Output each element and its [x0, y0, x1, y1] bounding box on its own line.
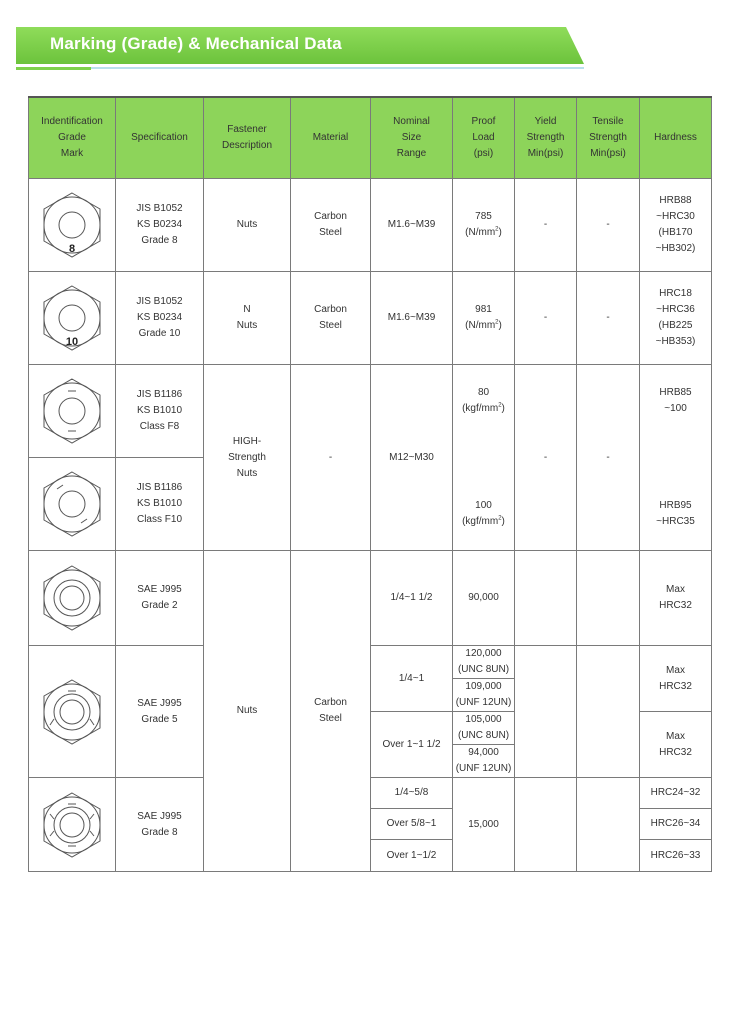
tensile-strength-cell [577, 551, 640, 646]
size-range-cell: M1.6~M39 [371, 272, 453, 365]
tensile-strength-cell: - [577, 272, 640, 365]
description-cell: N Nuts [204, 272, 291, 365]
header-specification: Specification [116, 97, 204, 179]
description-cell: HIGH- Strength Nuts [204, 365, 291, 551]
yield-strength-cell [515, 551, 577, 646]
tensile-strength-cell [577, 778, 640, 872]
proof-load-cell: 981 $(N/mm^2)$ [453, 272, 515, 365]
table-row [29, 272, 712, 365]
yield-strength-cell: - [515, 272, 577, 365]
material-cell: Carbon Steel [291, 179, 371, 272]
tensile-strength-cell: - [577, 365, 640, 551]
proof-load-cell: 105,000 (UNC 8UN) 94,000 (UNF 12UN) [453, 712, 515, 778]
divider-accent [16, 67, 91, 70]
hardness-cell: HRB88 ~HRC30 (HB170 ~HB302) [640, 179, 712, 272]
hardness-cell: Max HRC32 [640, 551, 712, 646]
specification-cell: SAE J995 Grade 2 [116, 551, 204, 646]
yield-strength-cell [515, 778, 577, 872]
size-range-cell: M1.6~M39 [371, 179, 453, 272]
size-range-cell: 1/4~1 1/2 [371, 551, 453, 646]
tensile-strength-cell [577, 646, 640, 778]
hex-nut-f10-icon [37, 469, 107, 539]
grade-mark-cell [29, 551, 116, 646]
header-material: Material [291, 97, 371, 179]
proof-load-cell: 785 $(N/mm^2)$ [453, 179, 515, 272]
hardness-cell: HRC26~34 [640, 809, 712, 840]
header-row [29, 97, 712, 179]
grade-mark-cell [29, 778, 116, 872]
hex-nut-10-icon [37, 283, 107, 353]
hardness-cell: HRC18 ~HRC36 (HB225 ~HB353) [640, 272, 712, 365]
specification-cell: JIS B1052 KS B0234 Grade 10 [116, 272, 204, 365]
mechanical-data-table [28, 96, 712, 872]
proof-load-cell: 100 $(kgf/mm^2)$ [453, 458, 515, 551]
hex-nut-8-icon [37, 190, 107, 260]
title-banner [16, 27, 584, 64]
size-range-cell: 1/4~5/8 [371, 778, 453, 809]
tensile-strength-cell: - [577, 179, 640, 272]
header-yield-strength: Yield Strength Min(psi) [515, 97, 577, 179]
grade-mark-cell [29, 365, 116, 458]
grade-mark-cell [29, 646, 116, 778]
table-row [29, 646, 712, 712]
table-row [29, 778, 712, 809]
header-fastener-description: Fastener Description [204, 97, 291, 179]
table-row [29, 551, 712, 646]
page-title: Marking (Grade) & Mechanical Data [50, 34, 342, 53]
table-row [29, 179, 712, 272]
description-cell: Nuts [204, 179, 291, 272]
size-range-cell: Over 1~1/2 [371, 840, 453, 872]
header-proof-load: Proof Load (psi) [453, 97, 515, 179]
grade-mark-cell [29, 179, 116, 272]
hex-nut-grade2-icon [37, 563, 107, 633]
size-range-cell: Over 5/8~1 [371, 809, 453, 840]
svg-text:8: 8 [68, 243, 76, 255]
grade-mark-cell [29, 272, 116, 365]
proof-load-cell: 90,000 [453, 551, 515, 646]
specification-cell: JIS B1186 KS B1010 Class F10 [116, 458, 204, 551]
size-range-cell: M12~M30 [371, 365, 453, 551]
table-row [29, 365, 712, 458]
yield-strength-cell: - [515, 365, 577, 551]
yield-strength-cell: - [515, 179, 577, 272]
hex-nut-grade8-icon [37, 790, 107, 860]
proof-load-cell: 120,000 (UNC 8UN) 109,000 (UNF 12UN) [453, 646, 515, 712]
hex-nut-grade5-icon [37, 677, 107, 747]
header-hardness: Hardness [640, 97, 712, 179]
header-grade-mark: Indentification Grade Mark [29, 97, 116, 179]
size-range-cell: Over 1~1 1/2 [371, 712, 453, 778]
hardness-cell: HRB95 ~HRC35 [640, 458, 712, 551]
material-cell: - [291, 365, 371, 551]
description-cell: Nuts [204, 551, 291, 872]
specification-cell: SAE J995 Grade 5 [116, 646, 204, 778]
divider-line [16, 67, 584, 69]
header-tensile-strength: Tensile Strength Min(psi) [577, 97, 640, 179]
specification-cell: SAE J995 Grade 8 [116, 778, 204, 872]
material-cell: Carbon Steel [291, 272, 371, 365]
proof-load-cell: 15,000 [453, 778, 515, 872]
hardness-cell: HRC26~33 [640, 840, 712, 872]
specification-cell: JIS B1052 KS B0234 Grade 8 [116, 179, 204, 272]
header-size-range: Nominal Size Range [371, 97, 453, 179]
hardness-cell: HRB85 ~100 [640, 365, 712, 458]
material-cell: Carbon Steel [291, 551, 371, 872]
hardness-cell: Max HRC32 [640, 712, 712, 778]
hex-nut-f8-icon [37, 376, 107, 446]
hardness-cell: Max HRC32 [640, 646, 712, 712]
specification-cell: JIS B1186 KS B1010 Class F8 [116, 365, 204, 458]
hardness-cell: HRC24~32 [640, 778, 712, 809]
size-range-cell: 1/4~1 [371, 646, 453, 712]
svg-text:10: 10 [65, 336, 79, 348]
proof-load-cell: 80 $(kgf/mm^2)$ [453, 365, 515, 458]
grade-mark-cell [29, 458, 116, 551]
yield-strength-cell [515, 646, 577, 778]
